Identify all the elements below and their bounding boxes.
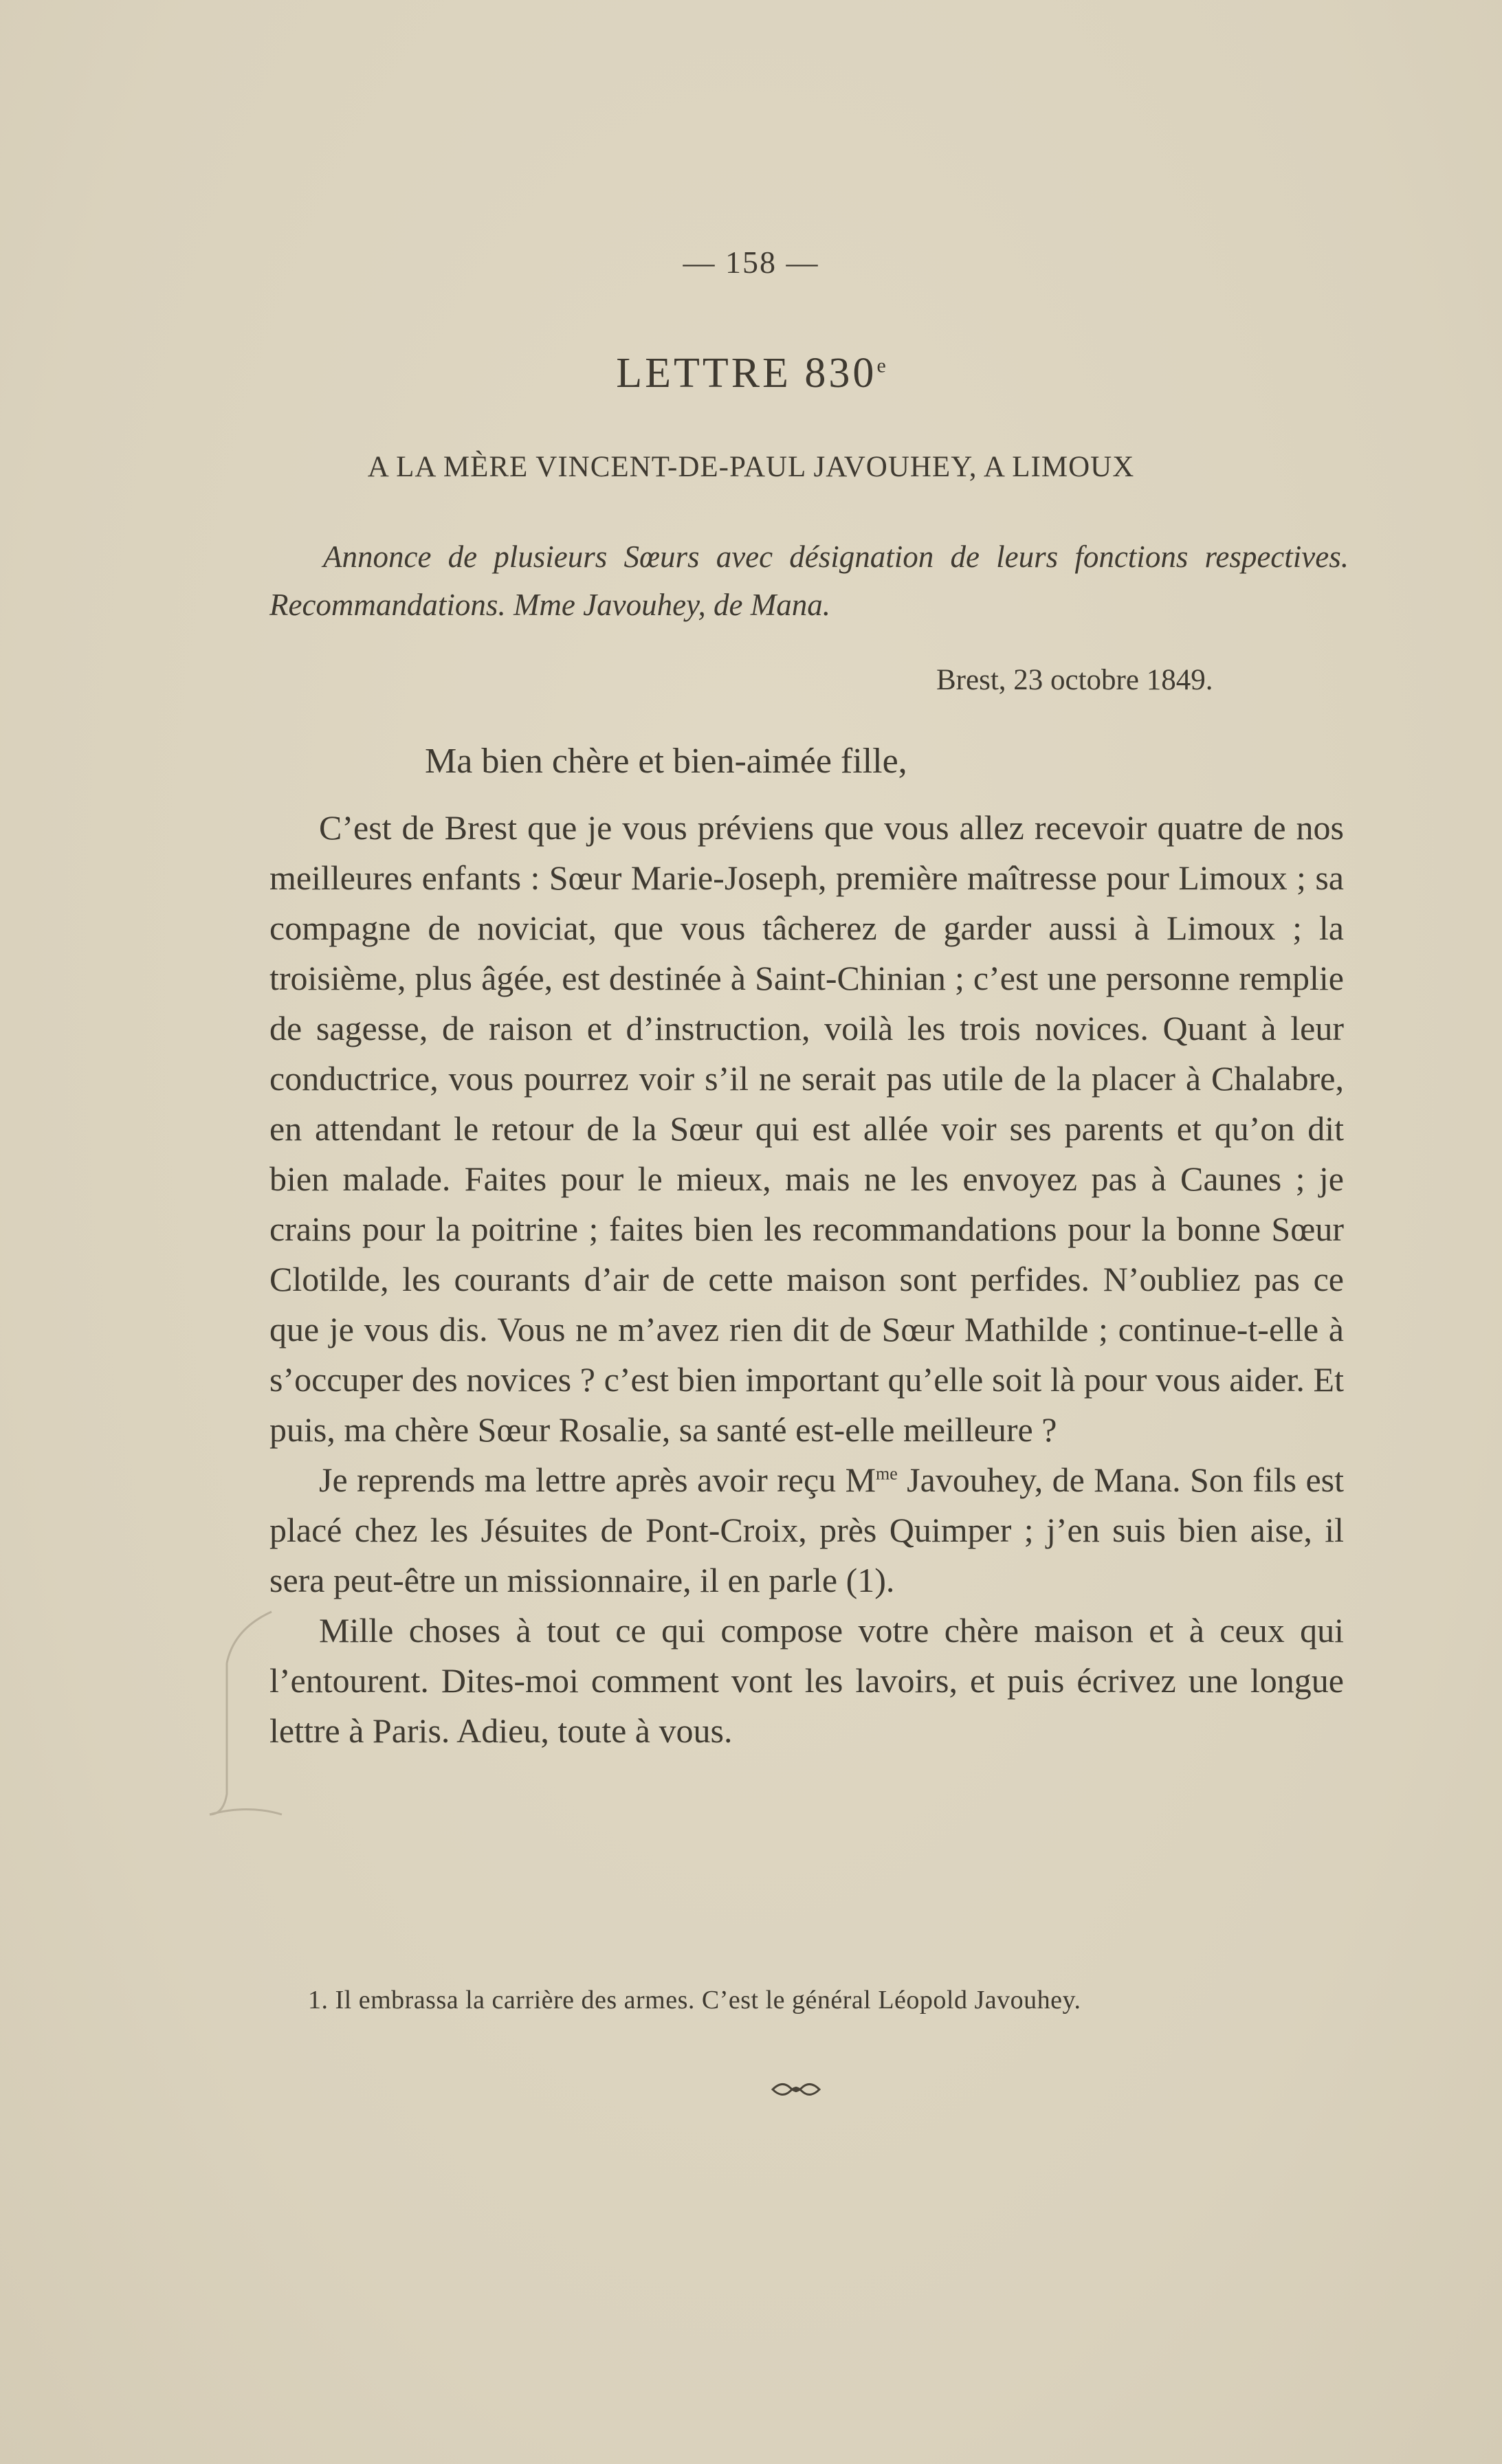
paragraph-2 — [269, 1455, 1344, 1606]
page-number: — 158 — — [683, 245, 819, 280]
letter-recipient: A LA MÈRE VINCENT-DE-PAUL JAVOUHEY, A LIMOUX — [367, 451, 1135, 483]
fleuron-ornament-icon — [769, 2076, 824, 2103]
letter-body — [269, 803, 1344, 1756]
letter-title-superscript: e — [876, 354, 886, 377]
paragraph-2-end: Javouhey, de Mana. Son fils est placé chez les Jésuites de Pont-Croix, près Quimper ; j’en suis bien aise, il sera peut-être un missionnaire, il en parle (1). — [269, 1461, 1344, 1599]
letter-salutation: Ma bien chère et bien-aimée fille, — [425, 742, 907, 781]
pencil-bracket-icon — [206, 1608, 289, 1842]
letter-title-text: LETTRE 830 — [616, 350, 877, 397]
paragraph-3: Mille choses à tout ce qui compose votre chère maison et à ceux qui l’entourent. Dites-moi comment vont les lavoirs, et puis écrivez une longue lettre à Paris. Adieu, toute à vous. — [269, 1611, 1344, 1750]
paragraph-2-start: Je reprends ma lettre après avoir reçu M — [319, 1461, 876, 1499]
footnote: 1. Il embrassa la carrière des armes. C’est le général Léopold Javouhey. — [308, 1986, 1081, 2015]
paragraph-2-superscript: me — [876, 1463, 898, 1484]
letter-summary: Annonce de plusieurs Sœurs avec désignation de leurs fonctions respectives. Recommandations. Mme Javouhey, de Mana. — [269, 540, 1349, 622]
letter-date: Brest, 23 octobre 1849. — [936, 664, 1213, 696]
paragraph-1: C’est de Brest que je vous préviens que vous allez recevoir quatre de nos meilleures enfants : Sœur Marie-Joseph, première maîtresse pour Limoux ; sa compagne de noviciat, que vous tâcherez de garder aussi à Limoux ; la troisième, plus âgée, est destinée à Saint-Chinian ; c’est une personne remplie de sagesse, de raison et d’instruction, voilà les trois novices. Quant à leur conductrice, vous pourrez voir s’il ne serait pas utile de la placer à Chalabre, en attendant le retour de la Sœur qui est allée voir ses parents et qu’on dit bien malade. Faites pour le mieux, mais ne les envoyez pas à Caunes ; je crains pour la poitrine ; faites bien les recommandations pour la bonne Sœur Clotilde, les courants d’air de cette maison sont perfides. N’oubliez pas ce que je vous dis. Vous ne m’avez rien dit de Sœur Mathilde ; continue-t-elle à s’occuper des novices ? c’est bien important qu’elle soit là pour vous aider. Et puis, ma chère Sœur Rosalie, sa santé est-elle meilleure ? — [269, 808, 1344, 1449]
letter-title — [0, 349, 1502, 398]
